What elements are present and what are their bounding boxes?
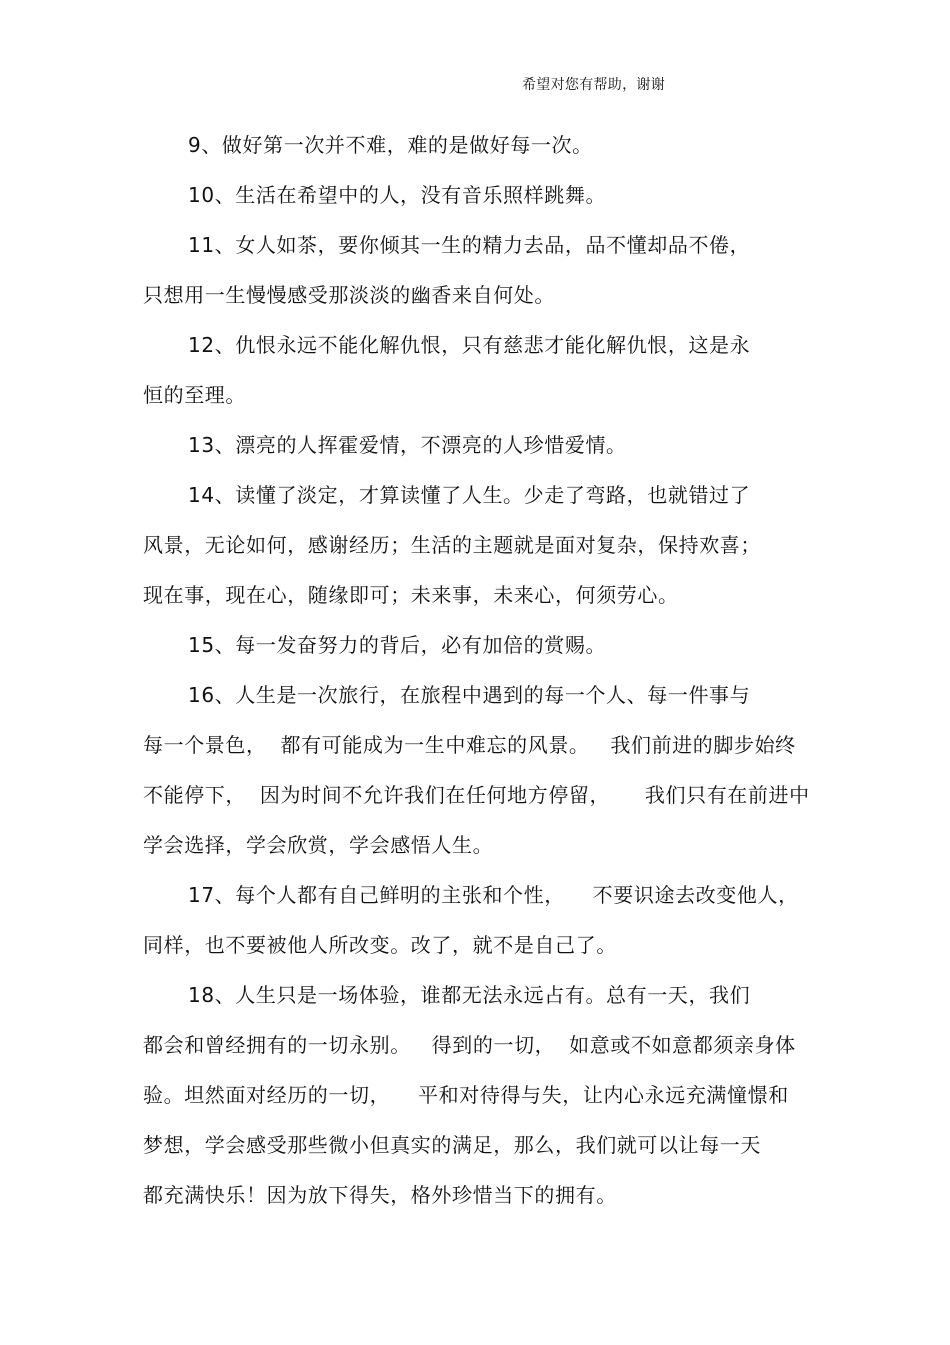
- paragraph-18-line-2: 都会和曾经拥有的一切永别。 得到的一切， 如意或不如意都须亲身体: [143, 1033, 796, 1057]
- paragraph-11-line-2: 只想用一生慢慢感受那淡淡的幽香来自何处。: [143, 283, 555, 307]
- paragraph-16-line-2: 每一个景色， 都有可能成为一生中难忘的风景。 我们前进的脚步始终: [143, 733, 796, 757]
- paragraph-18-line-1: 18、人生只是一场体验，谁都无法永远占有。总有一天，我们: [188, 983, 751, 1007]
- paragraph-14-line-3: 现在事，现在心，随缘即可；未来事，未来心，何须劳心。: [143, 583, 679, 607]
- paragraph-10-line-1: 10、生活在希望中的人，没有音乐照样跳舞。: [188, 183, 607, 207]
- paragraph-18-line-5: 都充满快乐！因为放下得失，格外珍惜当下的拥有。: [143, 1183, 617, 1207]
- paragraph-9-line-1: 9、做好第一次并不难，难的是做好每一次。: [188, 133, 593, 157]
- paragraph-12-line-2: 恒的至理。: [143, 383, 246, 407]
- paragraph-17-line-1: 17、每个人都有自己鲜明的主张和个性， 不要识途去改变他人，: [188, 883, 799, 907]
- paragraph-15-line-1: 15、每一发奋努力的背后，必有加倍的赏赐。: [188, 633, 607, 657]
- page-header-note: 希望对您有帮助，谢谢: [522, 77, 665, 93]
- paragraph-13-line-1: 13、漂亮的人挥霍爱情，不漂亮的人珍惜爱情。: [188, 433, 627, 457]
- paragraph-12-line-1: 12、仇恨永远不能化解仇恨，只有慈悲才能化解仇恨，这是永: [188, 333, 751, 357]
- paragraph-18-line-4: 梦想，学会感受那些微小但真实的满足，那么，我们就可以让每一天: [143, 1133, 761, 1157]
- paragraph-16-line-4: 学会选择，学会欣赏，学会感悟人生。: [143, 833, 494, 857]
- paragraph-11-line-1: 11、女人如茶，要你倾其一生的精力去品，品不懂却品不倦，: [188, 233, 751, 257]
- paragraph-16-line-3: 不能停下， 因为时间不允许我们在任何地方停留， 我们只有在前进中: [143, 783, 810, 807]
- paragraph-17-line-2: 同样，也不要被他人所改变。改了，就不是自己了。: [143, 933, 617, 957]
- paragraph-14-line-2: 风景，无论如何，感谢经历；生活的主题就是面对复杂，保持欢喜；: [143, 533, 761, 557]
- paragraph-16-line-1: 16、人生是一次旅行，在旅程中遇到的每一个人、每一件事与: [188, 683, 751, 707]
- paragraph-14-line-1: 14、读懂了淡定，才算读懂了人生。少走了弯路，也就错过了: [188, 483, 751, 507]
- paragraph-18-line-3: 验。坦然面对经历的一切， 平和对待得与失，让内心永远充满憧憬和: [143, 1083, 789, 1107]
